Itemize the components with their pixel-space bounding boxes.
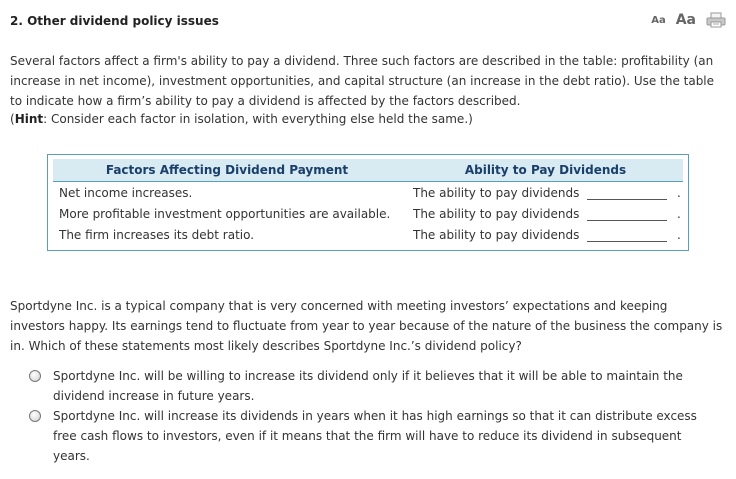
- increase-font-button[interactable]: Aa: [675, 12, 696, 28]
- table-row: [53, 204, 683, 225]
- answer-dropdown[interactable]: [587, 199, 667, 200]
- ability-cell: The ability to pay dividends: [413, 186, 580, 200]
- factor-cell: Net income increases.: [59, 186, 193, 200]
- answer-dropdown[interactable]: [587, 241, 667, 242]
- hint-open: (: [10, 112, 15, 126]
- sentence-end: .: [677, 228, 681, 242]
- table-row: [53, 183, 683, 204]
- answer-dropdown[interactable]: [587, 220, 667, 221]
- hint-label: Hint: [14, 112, 44, 126]
- printer-icon[interactable]: [706, 12, 726, 28]
- table-header: [53, 159, 683, 182]
- radio-button[interactable]: [29, 410, 41, 422]
- question-paragraph: Sportdyne Inc. is a typical company that is very concerned with meeting investors’ expectations and keeping investors happy. Its earnings tend to fluctuate from year to year because of the nature of the business the company is in. Which of these statements most likely describes Sportdyne Inc.’s dividend policy?: [10, 299, 723, 353]
- intro-paragraph: Several factors affect a firm's ability to pay a dividend. Three such factors are described in the table: profitability (an increase in net income), investment opportunities, and capital structure (an increase in the debt ratio). Use the table to indicate how a firm’s ability to pay a dividend is affected by the factors described.: [10, 54, 715, 108]
- hint-text: : Consider each factor in isolation, with everything else held the same.): [43, 112, 473, 126]
- radio-button[interactable]: [29, 370, 41, 382]
- dividend-factors-table: [47, 154, 689, 251]
- decrease-font-button[interactable]: Aa: [651, 14, 666, 26]
- option-text: Sportdyne Inc. will be willing to increase its dividend only if it believes that it will be able to maintain the dividend increase in future years.: [53, 369, 683, 403]
- factor-cell: The firm increases its debt ratio.: [59, 228, 255, 242]
- option-text: Sportdyne Inc. will increase its dividends in years when it has high earnings so that it can distribute excess free cash flows to investors, even if it means that the firm will have to reduce its dividend in subsequent years.: [53, 409, 697, 463]
- table-row: [53, 225, 683, 246]
- ability-cell: The ability to pay dividends: [413, 207, 580, 221]
- factor-cell: More profitable investment opportunities are available.: [59, 207, 391, 221]
- toolbar: [651, 12, 726, 28]
- hint-paragraph: [10, 109, 726, 129]
- header-factors: Factors Affecting Dividend Payment: [105, 163, 349, 177]
- sentence-end: .: [677, 207, 681, 221]
- question-title: 2. Other dividend policy issues: [10, 14, 219, 28]
- sentence-end: .: [677, 186, 681, 200]
- header-ability: Ability to Pay Dividends: [464, 163, 627, 177]
- ability-cell: The ability to pay dividends: [413, 228, 580, 242]
